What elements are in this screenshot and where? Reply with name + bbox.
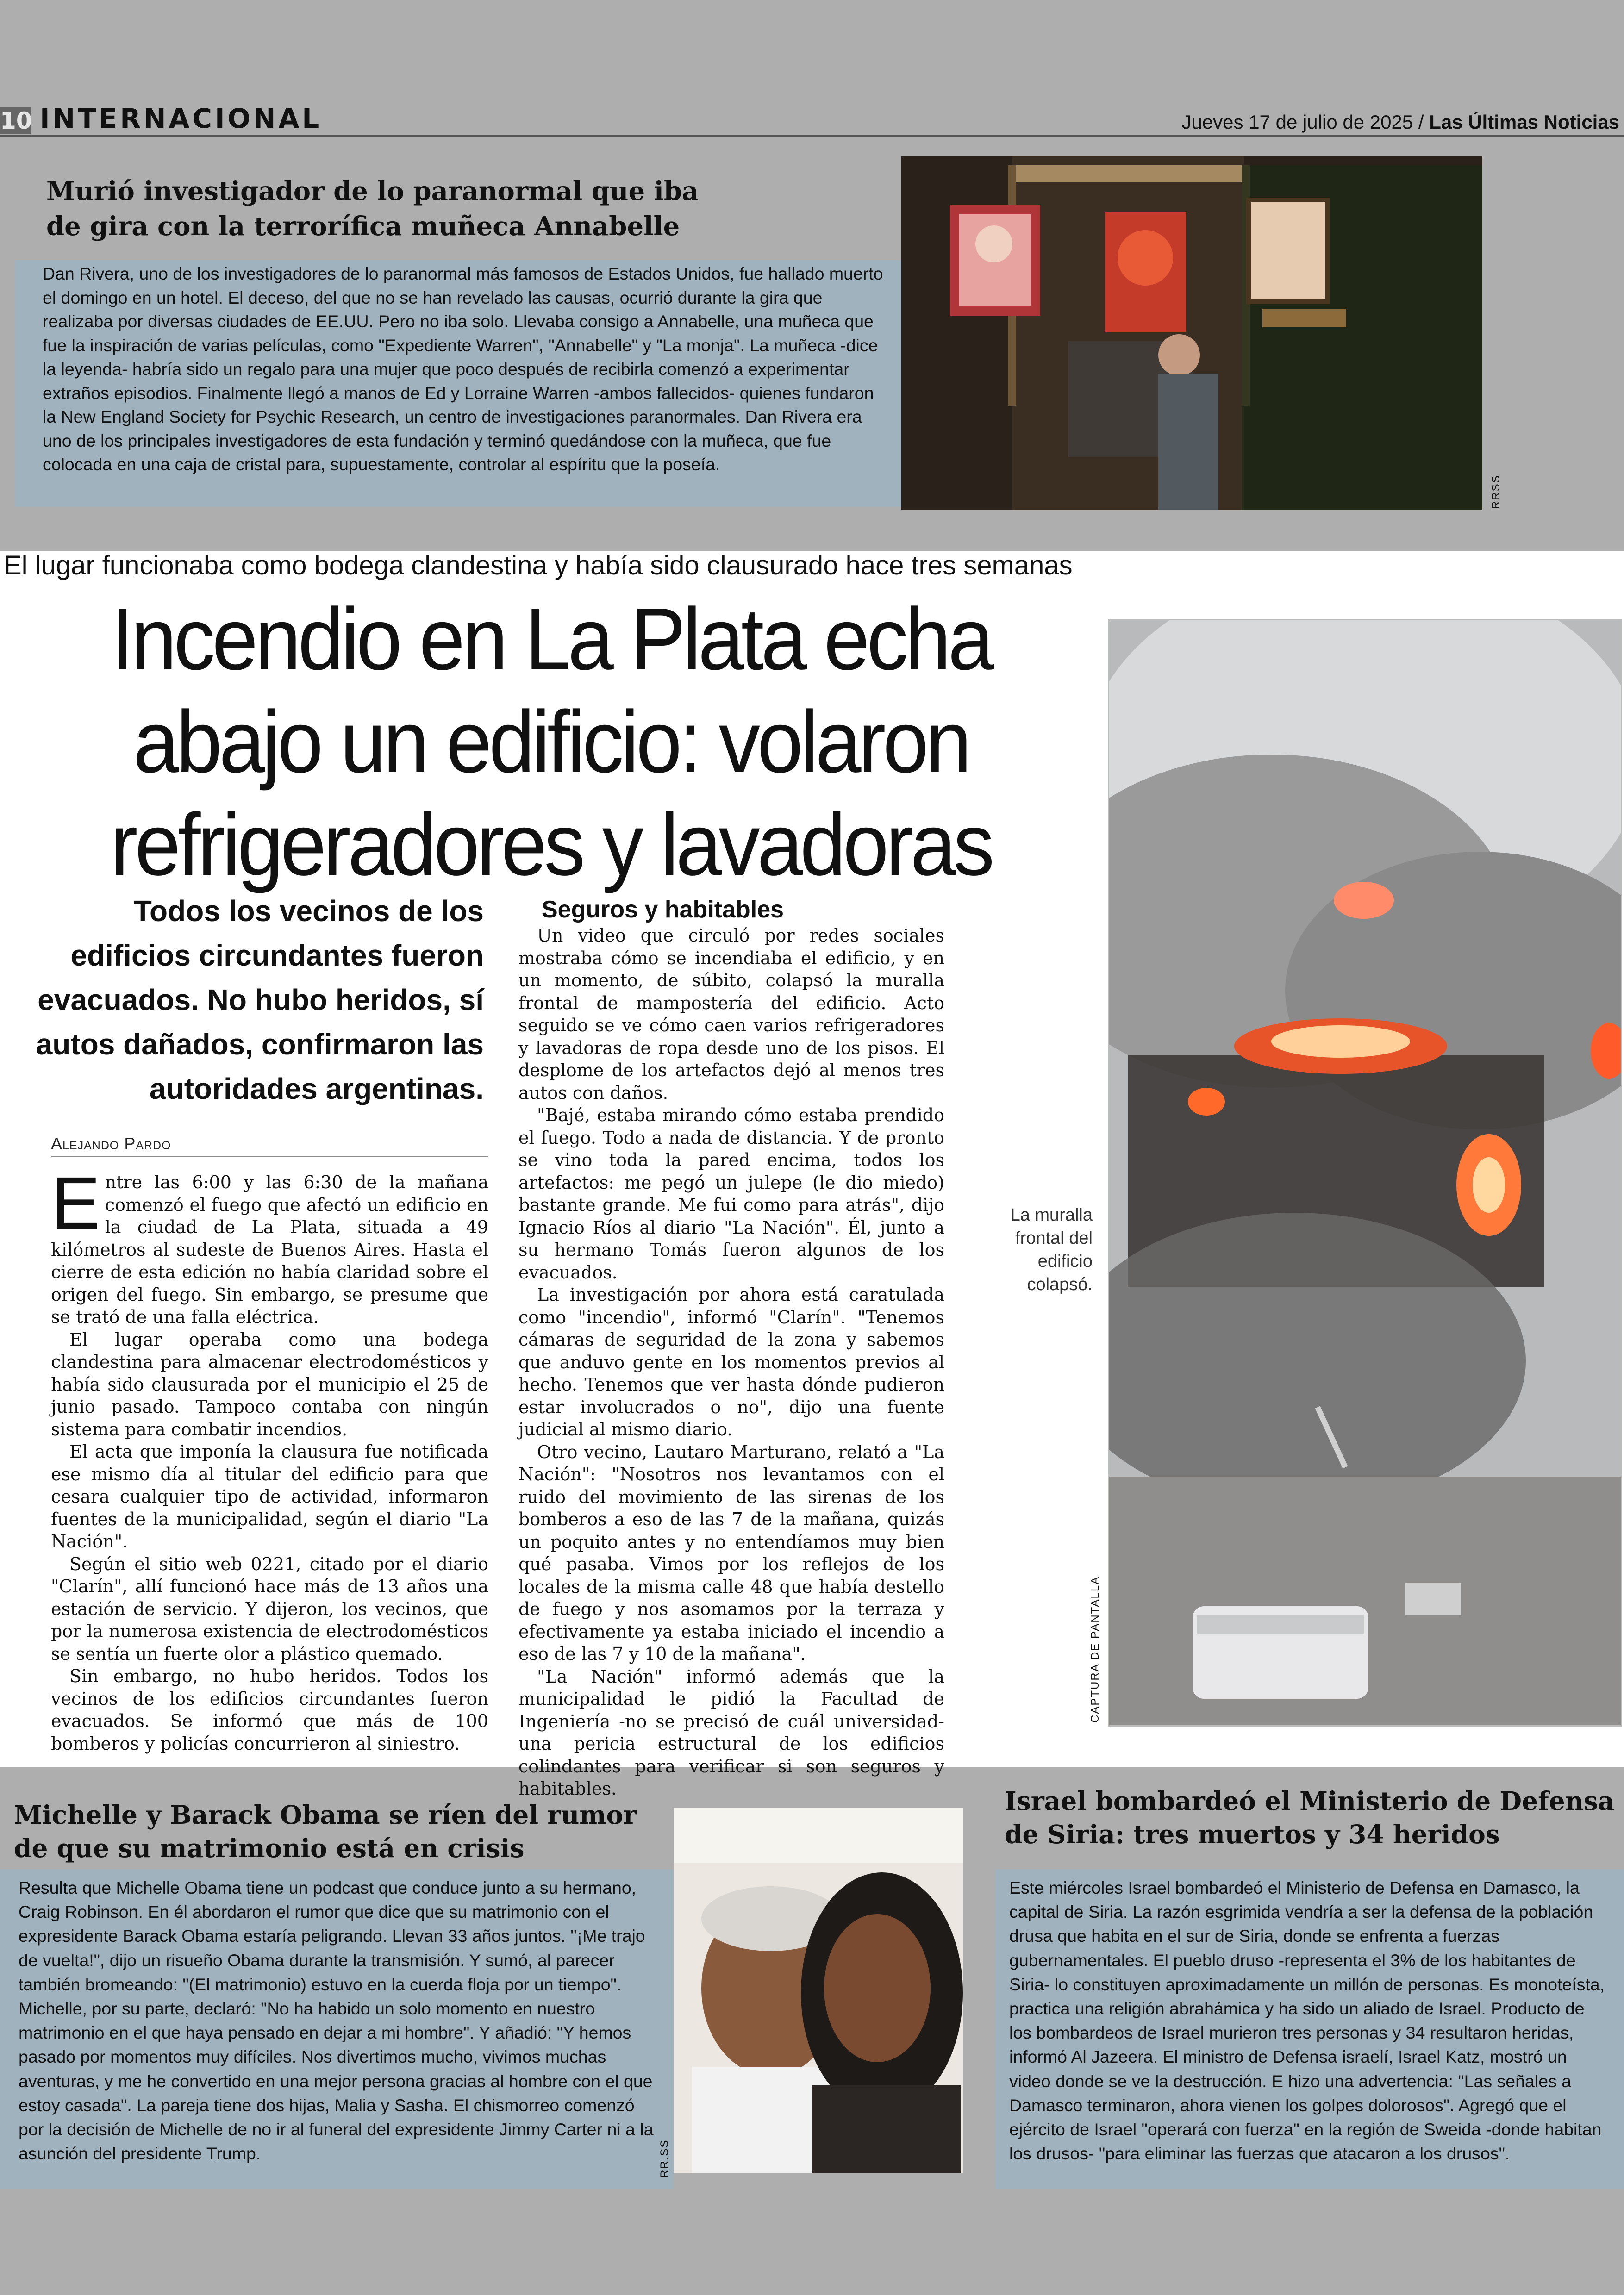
drop-cap: E: [51, 1161, 100, 1244]
syria-title: [1005, 1784, 1624, 1851]
obama-title: Michelle y Barack Obama se ríen del rumor de que su matrimonio está en crisis: [14, 1800, 637, 1863]
obama-body: Resulta que Michelle Obama tiene un podcast que conduce junto a su hermano, Craig Robinson. En él abordaron el rumor que dice que su matrimonio con el expresidente Barack Obama estaría peligrando. Llevan 33 años juntos. "¡Me trajo de vuelta!", dijo un risueño Obama durante la transmisión. Y sumó, al parecer también bromeando: "(El matrimonio) estuvo en la cuerda floja por un tiempo". Michelle, por su parte, declaró: "No ha habido un solo momento en nuestro matrimonio en el que haya pensado en dejar a mi hombre". Y añadió: "Y hemos pasado por momentos muy difíciles. Nos divertimos mucho, vivimos muchas aventuras, y me he convertido en una mejor persona gracias al hombre con el que estoy casada". La pareja tiene dos hijas, Malia y Sasha. El chismorreo comenzó por la decisión de Michelle de no ir al funeral del expresidente Jimmy Carter ni a la asunción del presidente Trump.: [19, 1878, 654, 2164]
paragraph: "Bajé, estaba mirando cómo estaba prendido el fuego. Todo a nada de distancia. Y de pronto se vino toda la pared encima, todos los artefactos: me pegó un julepe (le dio miedo) bastante grande. Me fui como para atrás", dijo Ignacio Ríos al diario "La Nación". Él, junto a su hermano Tomás fueron algunos de los evacuados.: [518, 1105, 944, 1283]
paragraph: ntre las 6:00 y las 6:30 de la mañana comenzó el fuego que afectó un edificio en la ciudad de La Plata, situada a 49 kilómetros al sudeste de Buenos Aires. Hasta el cierre de esta edición no había claridad sobre el origen del fuego. Sin embargo, se presume que se trató de una falla eléctrica.: [51, 1172, 488, 1327]
fire-photo: [1108, 619, 1622, 1727]
byline-rule: [51, 1156, 488, 1157]
annabelle-title: Murió investigador de lo paranormal que iba de gira con la terrorífica muñeca Annabelle: [46, 176, 699, 242]
annabelle-photo: [901, 156, 1482, 510]
paragraph: Otro vecino, Lautaro Marturano, relató a "La Nación": "Nosotros nos levantamos con el ruido del movimiento de las sirenas de los bomberos a eso de las 7 de la mañana, quizás un poquito antes y no entendíamos muy bien qué pasaba. Vimos por los reflejos de los locales de la misma calle 48 que había destello de fuego y nos asomamos por la terraza y efectivamente ya estaba iniciado el incendio a eso de las 7 y 10 de la mañana".: [518, 1441, 944, 1664]
main-kicker: El lugar funcionaba como bodega clandestina y había sido clausurado hace tres semanas: [4, 550, 1073, 580]
syria-title-line-1: Israel bombardeó el Ministerio de Defensa: [1005, 1786, 1615, 1816]
paragraph: Un video que circuló por redes sociales mostraba cómo se incendiaba el edificio, y en un momento, de súbito, colapsó la muralla frontal de mampostería del edificio. Acto seguido se ve cómo caen varios refrigeradores y lavadoras de ropa desde uno de los pisos. El desplome de los artefactos dejó al menos tres autos con daños.: [518, 925, 944, 1103]
annabelle-body: Dan Rivera, uno de los investigadores de lo paranormal más famosos de Estados Unidos, fue hallado muerto el domingo en un hotel. El deceso, del que no se han revelado las causas, ocurrió durante la gira que realizaba por diversas ciudades de EE.UU. Pero no iba solo. Llevaba consigo a Annabelle, una muñeca que fue la inspiración de varias películas, como "Expediente Warren", "Annabelle" y "La monja". La muñeca -dice la leyenda- habría sido un regalo para una mujer que poco después de recibirla comenzó a experimentar extraños episodios. Finalmente llegó a manos de Ed y Lorraine Warren -ambos fallecidos- quienes fundaron la New England Society for Psychic Research, un centro de investigaciones paranormales. Dan Rivera era uno de los principales investigadores de esta fundación y terminó quedándose con la muñeca, que fue colocada en una caja de cristal para, supuestamente, controlar al espíritu que la poseía.: [43, 264, 883, 474]
paragraph: "La Nación" informó además que la municipalidad le pidió la Facultad de Ingeniería -no se precisó de cuál universidad- una pericia estructural de los edificios colindantes para verificar si son seguros y habitables.: [518, 1666, 944, 1799]
subhead: Seguros y habitables: [542, 896, 784, 923]
issue-date: Jueves 17 de julio de 2025: [1181, 111, 1413, 133]
header-rule: [0, 135, 1624, 137]
paragraph: El lugar operaba como una bodega clandestina para almacenar electrodomésticos y había sido clausurada por el municipio el 25 de junio pasado. Tampoco contaba con ningún sistema para combatir incendios.: [51, 1329, 488, 1440]
publication-name: Las Últimas Noticias: [1429, 111, 1619, 133]
page-number: 10: [0, 107, 32, 134]
photo-caption: La muralla frontal del edificio colapsó.: [1010, 1205, 1093, 1294]
annabelle-photo-illustration: [901, 156, 1482, 510]
paragraph: La investigación por ahora está caratulada como "incendio", informó "Clarín". "Tenemos cámaras de seguridad de la zona y sabemos que anduvo gente en los momentos previos al hecho. Tenemos que ver hasta dónde pudieron estar involucrados o no", dijo una fuente judicial al mismo diario.: [518, 1285, 944, 1440]
fire-photo-illustration: [1109, 620, 1621, 1725]
header-dateline: [1181, 111, 1619, 133]
main-photo-credit: CAPTURA DE PANTALLA: [1089, 1576, 1101, 1723]
syria-title-line-2: de Siria: tres muertos y 34 heridos: [1005, 1819, 1500, 1849]
dateline-separator: /: [1418, 111, 1424, 133]
main-column-1: [51, 1161, 488, 1755]
section-name: INTERNACIONAL: [40, 103, 322, 134]
main-deck: Todos los vecinos de los edificios circundantes fueron evacuados. No hubo heridos, sí autos dañados, confirmaron las autoridades argentinas.: [36, 894, 484, 1105]
syria-body: Este miércoles Israel bombardeó el Ministerio de Defensa en Damasco, la capital de Siria. La razón esgrimida vendría a ser la defensa de la población drusa que habita en el sur de Siria, donde se enfrenta a fuerzas gubernamentales. El pueblo druso -representa el 3% de los habitantes de Siria- lo constituyen aproximadamente un millón de personas. Es monoteísta, practica una religión abrahámica y ha sido un aliado de Israel. Producto de los bombardeos de Israel murieron tres personas y 34 resultaron heridas, informó Al Jazeera. El ministro de Defensa israelí, Israel Katz, mostró un video donde se ve la destrucción. E hizo una advertencia: "Las señales a Damasco terminaron, ahora vienen los golpes dolorosos". Agregó que el ejército de Israel "operará con fuerza" en la región de Sweida -donde habitan los drusos- "para eliminar las fuerzas que atacaron a los drusos".: [1009, 1878, 1605, 2164]
main-headline: Incendio en La Plata echa abajo un edificio: volaron refrigeradores y lavadoras: [110, 590, 992, 894]
obama-photo-illustration: [674, 1808, 963, 2173]
paragraph: Según el sitio web 0221, citado por el diario "Clarín", allí funcionó hace más de 13 años una estación de servicio. Y dijeron, los vecinos, que por la numerosa existencia de electrodomésticos se sentía un fuerte olor a plástico quemado.: [51, 1553, 488, 1664]
obama-photo: [674, 1808, 963, 2173]
main-column-2: [518, 896, 944, 1800]
byline: Alejando Pardo: [51, 1134, 171, 1153]
obama-photo-credit: RR.SS: [658, 2139, 671, 2178]
paragraph: Sin embargo, no hubo heridos. Todos los vecinos de los edificios circundantes fueron evacuados. Se informó que más de 100 bomberos y policías concurrieron al siniestro.: [51, 1666, 488, 1754]
annabelle-photo-credit: RRSS: [1490, 474, 1502, 509]
paragraph: El acta que imponía la clausura fue notificada ese mismo día al titular del edificio para que cesara cualquier tipo de actividad, informaron fuentes de la municipalidad, según el diario "La Nación".: [51, 1441, 488, 1552]
